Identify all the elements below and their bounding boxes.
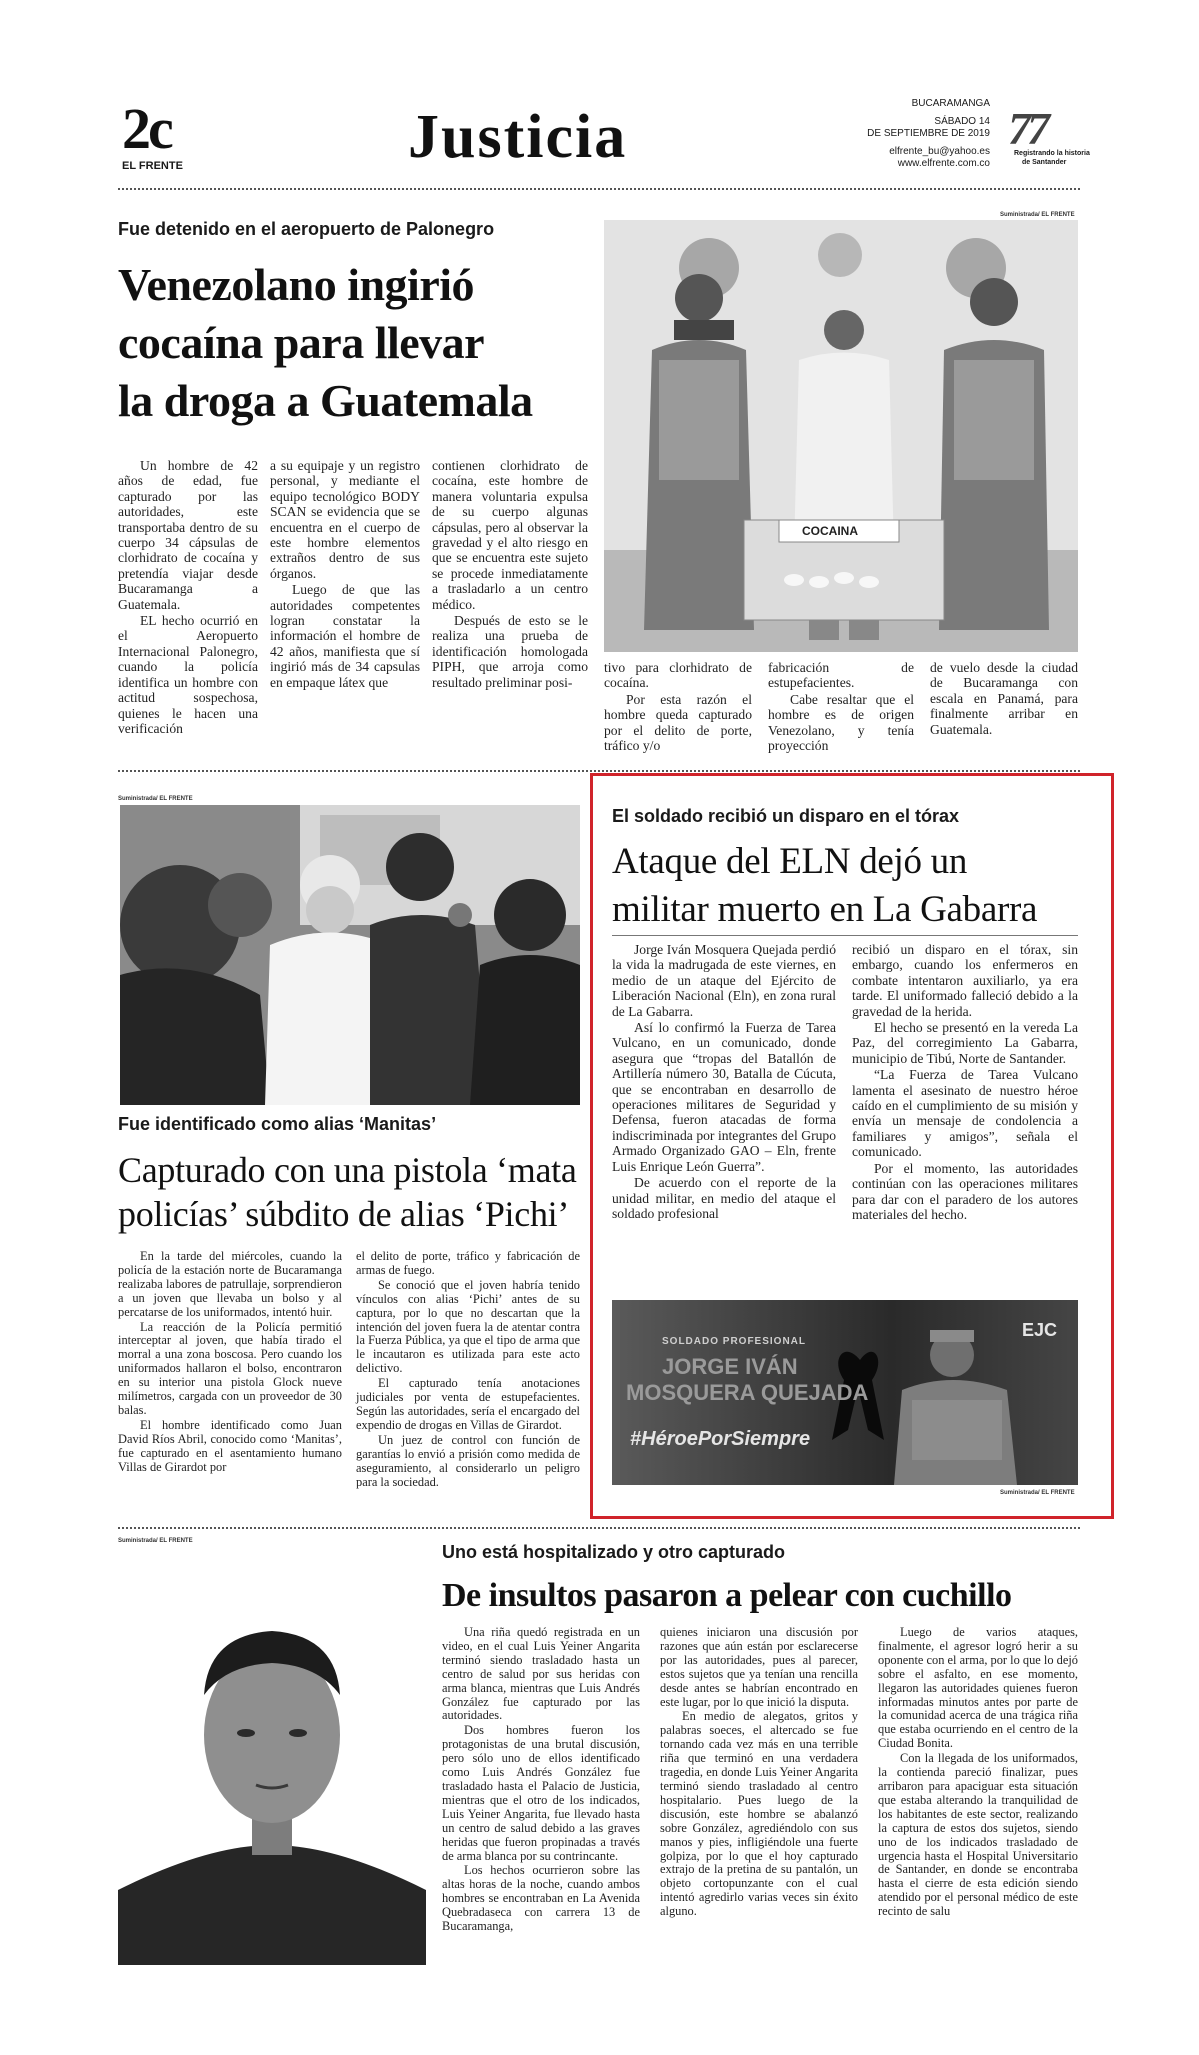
anniversary-caption-1: Registrando la historia: [1014, 150, 1090, 157]
paragraph: En la tarde del miércoles, cuando la policía de la estación norte de Bucaramanga realizaba labores de patrullaje, sorprendieron a un joven que llevaba un bolso y al percatarse de los uniformados, intentó huir.: [118, 1249, 342, 1319]
banner-name-1: JORGE IVÁN: [662, 1354, 798, 1379]
article1-col-3: [432, 458, 588, 691]
article4-photo-credit: Suministrada/ EL FRENTE: [118, 1538, 193, 1544]
paragraph: Cabe resaltar que el hombre es de origen Venezolano, y tenía proyección: [768, 691, 914, 754]
article1-headline-line: cocaína para llevar: [118, 317, 485, 368]
paragraph: El hecho se presentó en la vereda La Paz, del corregimiento La Gabarra, municipio de Tibú, Norte de Santander.: [852, 1020, 1078, 1066]
banner-hashtag: #HéroePorSiempre: [630, 1428, 811, 1450]
article2-headline: [118, 1148, 577, 1236]
paragraph: tivo para clorhidrato de cocaína.: [604, 660, 752, 691]
article1-kicker: Fue detenido en el aeropuerto de Palonegro: [118, 219, 495, 239]
paragraph: En medio de alegatos, gritos y palabras soeces, el altercado se fue tornando cada vez más en una terrible riña que terminó en una verdadera tragedia, en donde Luis Yeiner Angarita terminó siendo trasladado al centro hospitalario. Pues luego de la discusión, este hombre se abalanzó sobre González, agrediéndolo con sus manos y pies, infligiéndole una fuerte golpiza, por lo que el hoy capturado extrajo de la pretina de su pantalón, un objeto cortopunzante con el cual intentó agredirlo varias veces sin éxito alguno.: [660, 1709, 858, 1919]
paragraph: Jorge Iván Mosquera Quejada perdió la vida la madrugada de este viernes, en medio de un ataque del Ejército de Liberación Nacional (Eln), en zona rural de La Gabarra.: [612, 942, 836, 1019]
article2-col-2: [356, 1250, 580, 1490]
article3-kicker: El soldado recibió un disparo en el tórax: [612, 806, 960, 826]
article1-photo: [604, 220, 1078, 652]
paragraph: Luego de varios ataques, finalmente, el agresor logró herir a su oponente con el arma, por lo que lo dejó sobre el asfalto, en ese momento, llegaron las autoridades quienes fueron informadas minutos antes por parte de la comunidad acerca de una trágica riña que estaba ocurriendo en el centro de la Ciudad Bonita.: [878, 1625, 1078, 1751]
article2-kicker: Fue identificado como alias ‘Manitas’: [118, 1114, 437, 1134]
paragraph: Dos hombres fueron los protagonistas de una brutal discusión, pero sólo uno de ellos identificado como Luis Andrés González fue trasladado hasta el Palacio de Justicia, mientras que el otro de los indicados, Luis Yeiner Angarita, fue llevado hasta un centro de salud debido a las graves heridas que fueron propinadas a través de arma blanca por su contrincante.: [442, 1723, 640, 1863]
divider-1: [118, 770, 1080, 772]
article4-col-1: [442, 1626, 640, 1935]
paragraph: Se conoció que el joven habría tenido vínculos con alias ‘Pichi’ antes de su captura, por lo que no descartan que la intención del joven fuera la de atentar contra la Fuerza Pública, ya que el tipo de arma que le incautaron es utilizada para este acto delictivo.: [356, 1277, 580, 1376]
article1-headline-line: Venezolano ingirió: [118, 259, 475, 310]
paragraph: Un juez de control con función de garantías lo envió a prisión como medida de aseguramiento, al considerarlo un peligro para la sociedad.: [356, 1432, 580, 1489]
anniversary-number: 77: [1008, 103, 1046, 154]
article3-col-2: [852, 942, 1078, 1223]
paragraph: El capturado tenía anotaciones judiciales por venta de estupefacientes. Según las autoridades, sería el encargado del expendio de drogas en Villas de Girardot.: [356, 1376, 580, 1432]
paragraph: Con la llegada de los uniformados, la contienda pareció finalizar, pues arribaron para apaciguar esta situación que estaba alterando la tranquilidad de los habitantes de este sector, realizando la captura de estos dos sujetos, siendo uno de los indicados trasladado de urgencia hasta el Hospital Universitario de Santander, en donde se encontraba hasta el cierre de esta edición siendo atendido por el personal médico de este recinto de salu: [878, 1751, 1078, 1919]
paragraph: Por el momento, las autoridades continúan con las operaciones militares para dar con el paradero de los autores materiales del hecho.: [852, 1160, 1078, 1222]
article3-col-1: [612, 942, 836, 1222]
article3-headline-line: Ataque del ELN dejó un: [612, 841, 968, 882]
paragraph: “La Fuerza de Tarea Vulcano lamenta el asesinato de nuestro héroe caído en el cumplimiento de su misión y envía un mensaje de condolencia a familiares y amigos”, señala el comunicado.: [852, 1067, 1078, 1160]
paragraph: Así lo confirmó la Fuerza de Tarea Vulcano, en un comunicado, donde asegura que “tropas del Batallón de Artillería número 30, Batalla de Cúcuta, que se encontraban en desarrollo de operaciones militares de Seguridad y Defensa, fueron atacadas de forma indiscriminada por integrantes del Grupo Armado Organizado GAO – Eln, frente Luis Enrique León Guerra”.: [612, 1020, 836, 1174]
section-title: Justicia: [408, 103, 628, 171]
paragraph: EL hecho ocurrió en el Aeropuerto Internacional Palonegro, cuando la policía identifica un hombre con actitud sospechosa, quienes le hacen una verificación: [118, 613, 258, 736]
article4-col-2: [660, 1626, 858, 1920]
article4-photo: [118, 1545, 426, 1965]
paragraph: fabricación de estupefacientes.: [768, 660, 914, 691]
paragraph: recibió un disparo en el tórax, sin embargo, cuando los enfermeros en combate intentaron auxiliarlo, ya era tarde. El uniformado falleció debido a la gravedad de la herida.: [852, 942, 1078, 1019]
article1-col-6: [930, 660, 1078, 738]
article1-col-4: [604, 660, 752, 754]
article4-headline: De insultos pasaron a pelear con cuchillo: [442, 1577, 1012, 1614]
paragraph: El hombre identificado como Juan David Ríos Abril, conocido como ‘Manitas’, fue capturado en el asentamiento humano Villas de Girardot por: [118, 1417, 342, 1474]
dateline-email: elfrente_bu@yahoo.es: [889, 146, 990, 157]
article1-col-2: [270, 458, 420, 691]
dateline: [830, 98, 990, 170]
photo-sign: COCAINA: [802, 524, 858, 538]
paragraph: La reacción de la Policía permitió interceptar al joven, que había tirado el morral a una zona boscosa. Pero cuando los uniformados hallaron el bolso, encontraron en su interior una pistola Glock nueve milímetros, cargada con un proveedor de 30 balas.: [118, 1319, 342, 1417]
banner-subtitle: SOLDADO PROFESIONAL: [662, 1336, 807, 1347]
article1-headline: [118, 256, 533, 430]
anniversary-logo: [1000, 102, 1090, 182]
dateline-website: www.elfrente.com.co: [897, 158, 990, 169]
paragraph: Por esta razón el hombre queda capturado por el delito de porte, tráfico y/o: [604, 691, 752, 754]
paragraph: a su equipaje y un registro personal, y mediante el equipo tecnológico BODY SCAN se evidencia que se encuentra en el cuerpo de este hombre elementos extraños dentro de sus órganos.: [270, 458, 420, 581]
banner-name-2: MOSQUERA QUEJADA: [626, 1380, 869, 1405]
article1-col-1: [118, 458, 258, 737]
article3-headline: [612, 838, 1037, 934]
dateline-date: DE SEPTIEMBRE DE 2019: [867, 128, 990, 139]
paragraph: Los hechos ocurrieron sobre las altas horas de la noche, cuando ambos hombres se encontraban en La Avenida Quebradaseca con carrera 13 de Bucaramanga,: [442, 1863, 640, 1934]
paragraph: Luego de que las autoridades competentes logran constatar la información el hombre de 42 años, manifiesta que sí ingirió más de 34 capsulas en empaque látex que: [270, 582, 420, 690]
page-number: 2c: [122, 96, 171, 161]
article4-kicker: Uno está hospitalizado y otro capturado: [442, 1542, 786, 1562]
paragraph: De acuerdo con el reporte de la unidad militar, en medio del ataque el soldado profesional: [612, 1175, 836, 1221]
memorial-banner: [612, 1300, 1078, 1485]
paragraph: contienen clorhidrato de cocaína, este hombre de manera voluntaria expulsa de su cuerpo algunas cápsulas, pero al observar la gravedad y el alto riesgo en que se encuentra este sujeto se procede inmediatamente a trasladarlo a un centro médico.: [432, 458, 588, 612]
article3-headline-line: militar muerto en La Gabarra: [612, 889, 1038, 930]
article2-photo: [120, 805, 580, 1105]
dateline-city: BUCARAMANGA: [911, 98, 990, 109]
article2-headline-line: policías’ súbdito de alias ‘Pichi’: [118, 1194, 570, 1234]
article1-col-5: [768, 660, 914, 754]
article2-photo-credit: Suministrada/ EL FRENTE: [118, 796, 193, 802]
paragraph: Un hombre de 42 años de edad, fue capturado por las autoridades, este transportaba dentro de su cuerpo 34 cápsulas de clorhidrato de cocaína y pretendía viajar desde Bucaramanga a Guatemala.: [118, 458, 258, 612]
article3-rule: [612, 935, 1078, 936]
anniversary-caption-2: de Santander: [1022, 159, 1067, 166]
brand-label: EL FRENTE: [122, 160, 183, 172]
paragraph: el delito de porte, tráfico y fabricación de armas de fuego.: [356, 1249, 580, 1277]
paragraph: quienes iniciaron una discusión por razones que aún están por esclarecerse por las autoridades, pues al parecer, estos sujetos que ya tenían una rencilla desde antes se habrían encontrado en este lugar, por lo que inició la disputa.: [660, 1625, 858, 1709]
article1-photo-credit: Suministrada/ EL FRENTE: [1000, 212, 1075, 218]
dateline-day: SÁBADO 14: [934, 116, 990, 127]
masthead-divider: [118, 188, 1080, 190]
article3-photo-credit: Suministrada/ EL FRENTE: [1000, 1490, 1075, 1496]
divider-2: [118, 1527, 1080, 1529]
article1-headline-line: la droga a Guatemala: [118, 375, 533, 426]
article2-headline-line: Capturado con una pistola ‘mata: [118, 1150, 577, 1190]
paragraph: Después de esto se le realiza una prueba de identificación homologada PIPH, que arroja como resultado preliminar posi-: [432, 613, 588, 690]
article4-col-3: [878, 1626, 1078, 1920]
article2-col-1: [118, 1250, 342, 1476]
paragraph: Una riña quedó registrada en un video, en el cual Luis Yeiner Angarita terminó siendo trasladado hasta un centro de salud por sus heridas con arma blanca, mientras que Luis Andrés González fue capturado por las autoridades.: [442, 1625, 640, 1723]
paragraph: de vuelo desde la ciudad de Bucaramanga con escala en Panamá, para finalmente arribar en Guatemala.: [930, 660, 1078, 737]
banner-logo: EJC: [1022, 1320, 1058, 1340]
